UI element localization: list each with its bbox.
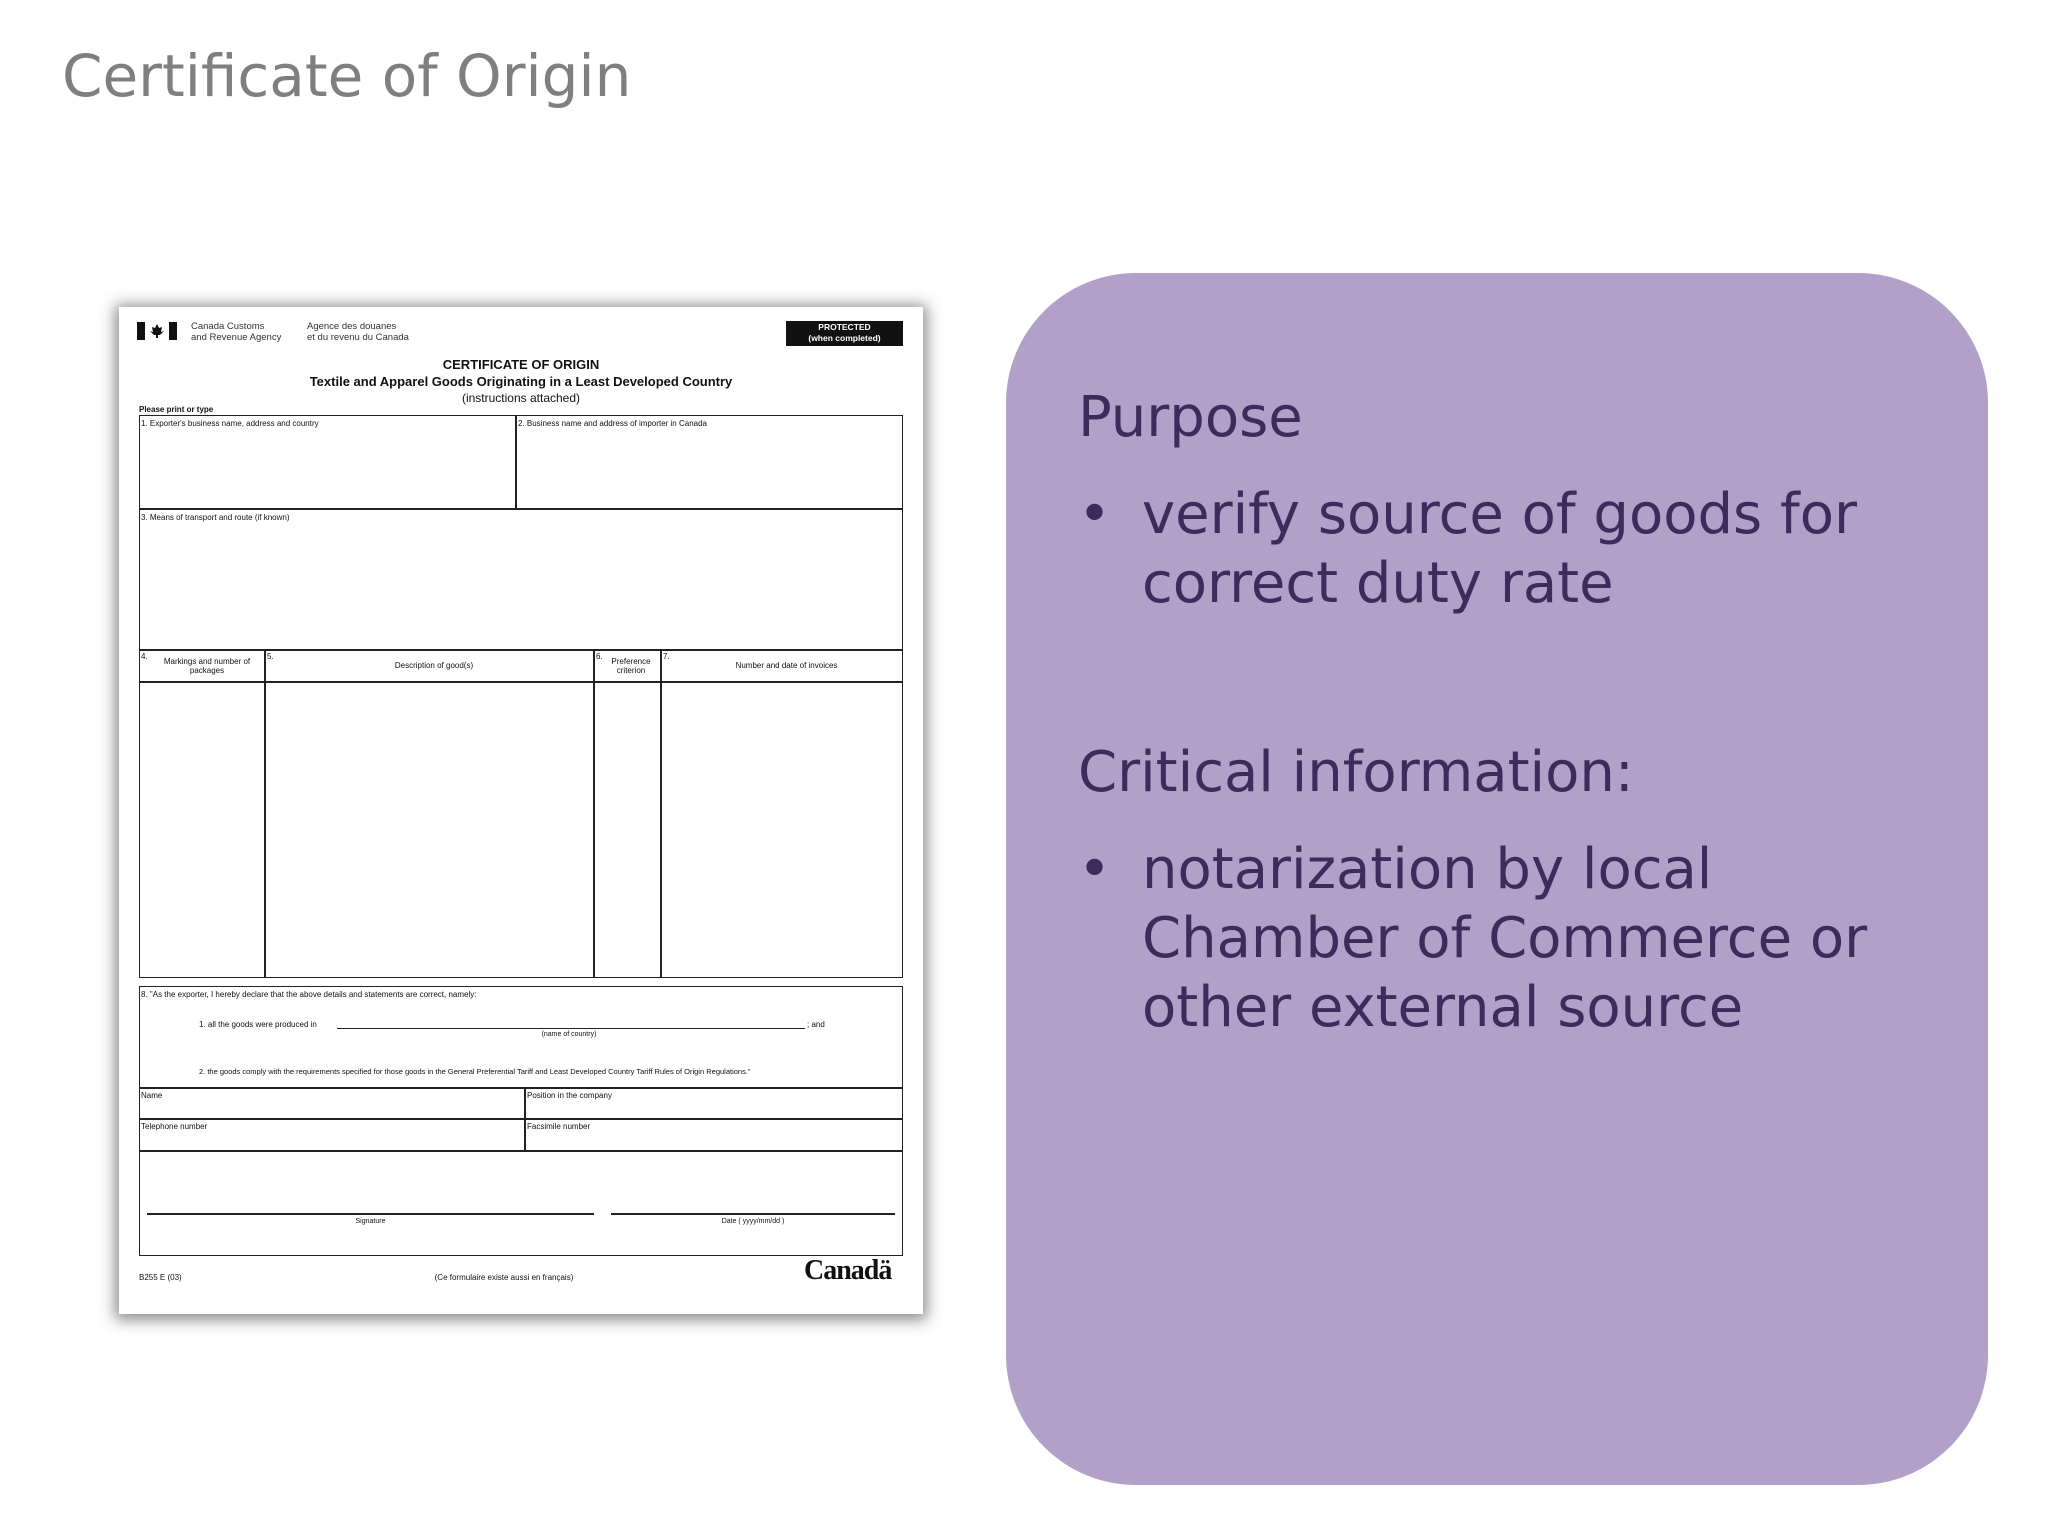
- field6-label: Preference criterion: [611, 657, 651, 675]
- form-code: B255 E (03): [139, 1273, 182, 1282]
- divider: [264, 649, 266, 978]
- field5-label: Description of good(s): [394, 661, 474, 670]
- certificate-form-image: [119, 307, 923, 1314]
- purpose-heading: Purpose: [1078, 385, 1303, 450]
- agency-en-line2: and Revenue Agency: [191, 332, 282, 343]
- critical-bullet-text: notarization by local Chamber of Commerce or other external source: [1142, 837, 1868, 1040]
- purpose-bullet-text: verify source of goods for correct duty rate: [1142, 482, 1857, 616]
- form-instructions: (instructions attached): [461, 391, 581, 405]
- field4-label: Markings and number of packages: [163, 657, 251, 675]
- agency-name-french: [307, 321, 427, 343]
- french-note: (Ce formulaire existe aussi en français): [434, 1273, 574, 1282]
- agency-en-line1: Canada Customs: [191, 321, 265, 332]
- field7-label: Number and date of invoices: [735, 661, 838, 670]
- protected-line2: (when completed): [808, 333, 881, 343]
- protected-badge: [786, 321, 903, 346]
- divider: [139, 649, 903, 651]
- field4-number: 4.: [141, 652, 148, 661]
- divider: [139, 681, 903, 683]
- country-note: (name of country): [541, 1031, 597, 1038]
- divider: [660, 649, 662, 978]
- name-label: Name: [141, 1091, 163, 1100]
- field3-label: 3. Means of transport and route (if known): [141, 513, 290, 522]
- signature-label: Signature: [355, 1218, 386, 1225]
- divider: [139, 508, 903, 510]
- telephone-label: Telephone number: [141, 1122, 208, 1131]
- facsimile-label: Facsimile number: [527, 1122, 591, 1131]
- field5-number: 5.: [267, 652, 274, 661]
- divider: [139, 1150, 903, 1152]
- slide-title: Certificate of Origin: [62, 42, 632, 110]
- field7-number: 7.: [663, 652, 670, 661]
- declaration-item2: 2. the goods comply with the requirements specified for those goods in the General Preferential Tariff and Least Developed Country Tariff Rules of Origin Regulations.": [199, 1067, 751, 1076]
- critical-heading: Critical information:: [1078, 740, 1634, 805]
- date-line: [611, 1213, 895, 1215]
- divider: [515, 415, 517, 509]
- divider: [524, 1087, 526, 1151]
- position-label: Position in the company: [527, 1091, 612, 1100]
- purpose-bullet: [1078, 480, 1958, 620]
- form-subtitle: Textile and Apparel Goods Originating in a Least Developed Country: [309, 374, 733, 389]
- date-label: Date ( yyyy/mm/dd ): [721, 1218, 785, 1225]
- agency-name-english: [191, 321, 311, 343]
- signature-line: [147, 1213, 594, 1215]
- print-note: Please print or type: [139, 405, 214, 414]
- divider: [139, 1118, 903, 1120]
- field2-label: 2. Business name and address of importer in Canada: [518, 419, 707, 428]
- country-line: [337, 1028, 805, 1029]
- agency-fr-line2: et du revenu du Canada: [307, 332, 409, 343]
- declaration-item1-end: ; and: [807, 1020, 825, 1029]
- canada-flag-icon: [137, 322, 177, 340]
- declaration-item1: 1. all the goods were produced in: [199, 1020, 317, 1029]
- protected-line1: PROTECTED: [818, 322, 871, 332]
- divider: [593, 649, 595, 978]
- field8-label: 8. "As the exporter, I hereby declare that the above details and statements are correct, namely:: [141, 990, 477, 999]
- divider: [139, 1087, 903, 1089]
- form-title: CERTIFICATE OF ORIGIN: [442, 357, 600, 372]
- field6-number: 6.: [596, 652, 603, 661]
- info-panel: [1006, 273, 1988, 1485]
- form-fields-box: [139, 415, 903, 978]
- field1-label: 1. Exporter's business name, address and country: [141, 419, 319, 428]
- bullet-icon: •: [1078, 482, 1112, 547]
- canada-wordmark-logo: Canadä: [804, 1255, 892, 1286]
- bullet-icon: •: [1078, 837, 1112, 902]
- critical-bullet: [1078, 835, 1958, 1045]
- agency-fr-line1: Agence des douanes: [307, 321, 397, 332]
